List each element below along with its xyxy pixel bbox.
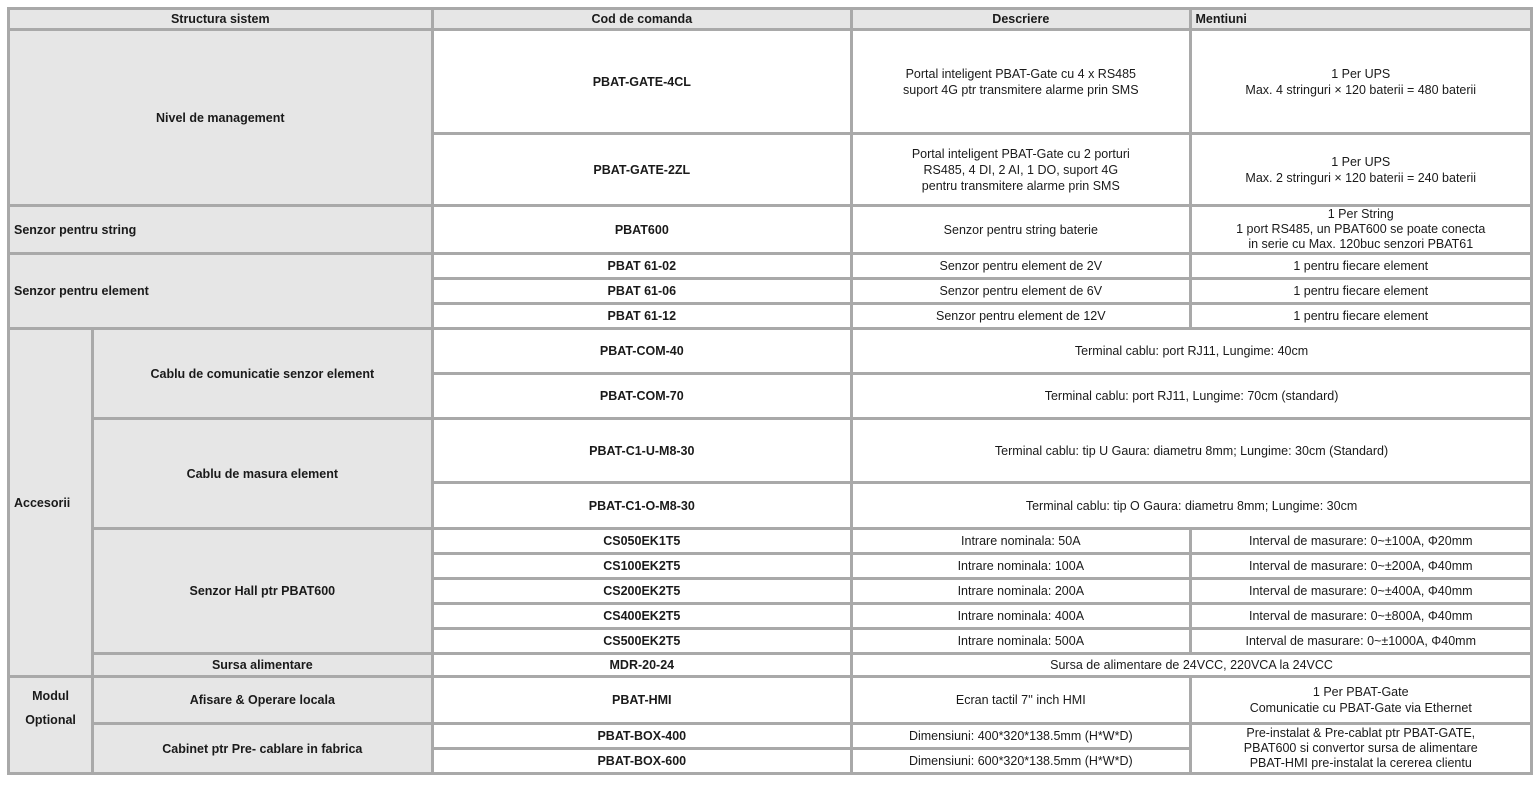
table-row	[10, 678, 1530, 722]
note-line: Comunicatie cu PBAT-Gate via Ethernet	[1249, 701, 1472, 715]
description-cell: Terminal cablu: tip U Gaura: diametru 8mm; Lungime: 30cm (Standard)	[853, 420, 1530, 481]
order-code: PBAT600	[434, 207, 851, 252]
description-cell: Terminal cablu: port RJ11, Lungime: 40cm	[853, 330, 1530, 372]
description-cell: Senzor pentru element de 12V	[853, 305, 1188, 327]
header-structura-sistem: Structura sistem	[10, 10, 431, 28]
notes-cell	[1192, 207, 1530, 252]
header-descriere: Descriere	[853, 10, 1188, 28]
note-line: in serie cu Max. 120buc senzori PBAT61	[1248, 237, 1474, 251]
order-code: PBAT 61-12	[434, 305, 851, 327]
note-line: Max. 4 stringuri × 120 baterii = 480 baterii	[1245, 82, 1477, 97]
description-line: Portal inteligent PBAT-Gate cu 4 x RS485	[905, 66, 1137, 81]
description-line: suport 4G ptr transmitere alarme prin SMS	[903, 82, 1139, 97]
subcategory-cablu-masura: Cablu de masura element	[94, 420, 430, 527]
description-line: pentru transmitere alarme prin SMS	[921, 178, 1120, 193]
note-line: 1 Per PBAT-Gate	[1312, 685, 1409, 699]
order-code: PBAT-GATE-4CL	[434, 31, 851, 132]
subcategory-cablu-comunicatie: Cablu de comunicatie senzor element	[94, 330, 430, 417]
table-row	[10, 31, 1530, 132]
description-cell: Dimensiuni: 600*320*138.5mm (H*W*D)	[853, 750, 1188, 772]
order-code: PBAT-BOX-400	[434, 725, 851, 747]
notes-cell: 1 pentru fiecare element	[1192, 280, 1530, 302]
description-cell: Intrare nominala: 400A	[853, 605, 1188, 627]
order-code: CS100EK2T5	[434, 555, 851, 577]
header-row	[10, 10, 1530, 28]
order-code: PBAT-COM-70	[434, 375, 851, 417]
table-row	[10, 330, 1530, 372]
order-code: PBAT-GATE-2ZL	[434, 135, 851, 204]
description-line: RS485, 4 DI, 2 AI, 1 DO, suport 4G	[923, 162, 1119, 177]
table-row	[10, 725, 1530, 747]
description-cell: Ecran tactil 7'' inch HMI	[853, 678, 1188, 722]
note-line: PBAT-HMI pre-instalat la cererea clientu	[1249, 756, 1472, 770]
order-code: PBAT-C1-U-M8-30	[434, 420, 851, 481]
category-modul-optional	[10, 678, 91, 772]
table-row	[10, 655, 1530, 675]
description-cell: Senzor pentru string baterie	[853, 207, 1188, 252]
note-line: 1 port RS485, un PBAT600 se poate conecta	[1236, 222, 1486, 236]
table-row	[10, 420, 1530, 481]
note-line: 1 Per UPS	[1331, 66, 1391, 81]
header-cod-de-comanda: Cod de comanda	[434, 10, 851, 28]
description-cell	[853, 31, 1188, 132]
notes-cell: 1 pentru fiecare element	[1192, 305, 1530, 327]
description-cell: Intrare nominala: 200A	[853, 580, 1188, 602]
order-code: PBAT 61-06	[434, 280, 851, 302]
order-code: PBAT-COM-40	[434, 330, 851, 372]
order-code: MDR-20-24	[434, 655, 851, 675]
description-cell: Senzor pentru element de 2V	[853, 255, 1188, 277]
subcategory-afisare-operare: Afisare & Operare locala	[94, 678, 430, 722]
notes-cell: Interval de masurare: 0~±800A, Φ40mm	[1192, 605, 1530, 627]
system-structure-table	[7, 7, 1533, 775]
category-nivel-de-management: Nivel de management	[10, 31, 431, 204]
notes-cell: 1 pentru fiecare element	[1192, 255, 1530, 277]
notes-cell: Interval de masurare: 0~±400A, Φ40mm	[1192, 580, 1530, 602]
notes-cell	[1192, 135, 1530, 204]
description-cell: Terminal cablu: tip O Gaura: diametru 8mm; Lungime: 30cm	[853, 484, 1530, 527]
spec-table-container	[7, 7, 1533, 775]
description-cell	[853, 135, 1188, 204]
order-code: CS050EK1T5	[434, 530, 851, 552]
description-cell: Terminal cablu: port RJ11, Lungime: 70cm (standard)	[853, 375, 1530, 417]
order-code: PBAT-HMI	[434, 678, 851, 722]
subcategory-cabinet: Cabinet ptr Pre- cablare in fabrica	[94, 725, 430, 772]
note-line: Pre-instalat & Pre-cablat ptr PBAT-GATE,	[1246, 726, 1476, 740]
header-mentiuni: Mentiuni	[1192, 10, 1530, 28]
category-line: Modul	[32, 689, 69, 703]
notes-cell: Interval de masurare: 0~±200A, Φ40mm	[1192, 555, 1530, 577]
category-senzor-pentru-element: Senzor pentru element	[10, 255, 431, 327]
category-line: Optional	[25, 713, 76, 727]
order-code: PBAT-BOX-600	[434, 750, 851, 772]
table-row	[10, 530, 1530, 552]
description-cell: Sursa de alimentare de 24VCC, 220VCA la 24VCC	[853, 655, 1530, 675]
notes-cell: Interval de masurare: 0~±1000A, Φ40mm	[1192, 630, 1530, 652]
notes-cell: Interval de masurare: 0~±100A, Φ20mm	[1192, 530, 1530, 552]
description-cell: Dimensiuni: 400*320*138.5mm (H*W*D)	[853, 725, 1188, 747]
description-cell: Intrare nominala: 100A	[853, 555, 1188, 577]
category-senzor-pentru-string: Senzor pentru string	[10, 207, 431, 252]
note-line: 1 Per UPS	[1331, 154, 1391, 169]
table-row	[10, 255, 1530, 277]
note-line: Max. 2 stringuri × 120 baterii = 240 baterii	[1245, 170, 1477, 185]
order-code: CS500EK2T5	[434, 630, 851, 652]
description-cell: Intrare nominala: 50A	[853, 530, 1188, 552]
order-code: CS400EK2T5	[434, 605, 851, 627]
category-accesorii: Accesorii	[10, 330, 91, 675]
subcategory-senzor-hall: Senzor Hall ptr PBAT600	[94, 530, 430, 652]
note-line: PBAT600 si convertor sursa de alimentare	[1243, 741, 1478, 755]
description-cell: Intrare nominala: 500A	[853, 630, 1188, 652]
description-line: Portal inteligent PBAT-Gate cu 2 porturi	[911, 146, 1130, 161]
order-code: PBAT-C1-O-M8-30	[434, 484, 851, 527]
order-code: PBAT 61-02	[434, 255, 851, 277]
notes-cell	[1192, 678, 1530, 722]
order-code: CS200EK2T5	[434, 580, 851, 602]
description-cell: Senzor pentru element de 6V	[853, 280, 1188, 302]
subcategory-sursa-alimentare: Sursa alimentare	[94, 655, 430, 675]
notes-cell	[1192, 31, 1530, 132]
note-line: 1 Per String	[1327, 207, 1394, 221]
notes-cell	[1192, 725, 1530, 772]
table-row	[10, 207, 1530, 252]
